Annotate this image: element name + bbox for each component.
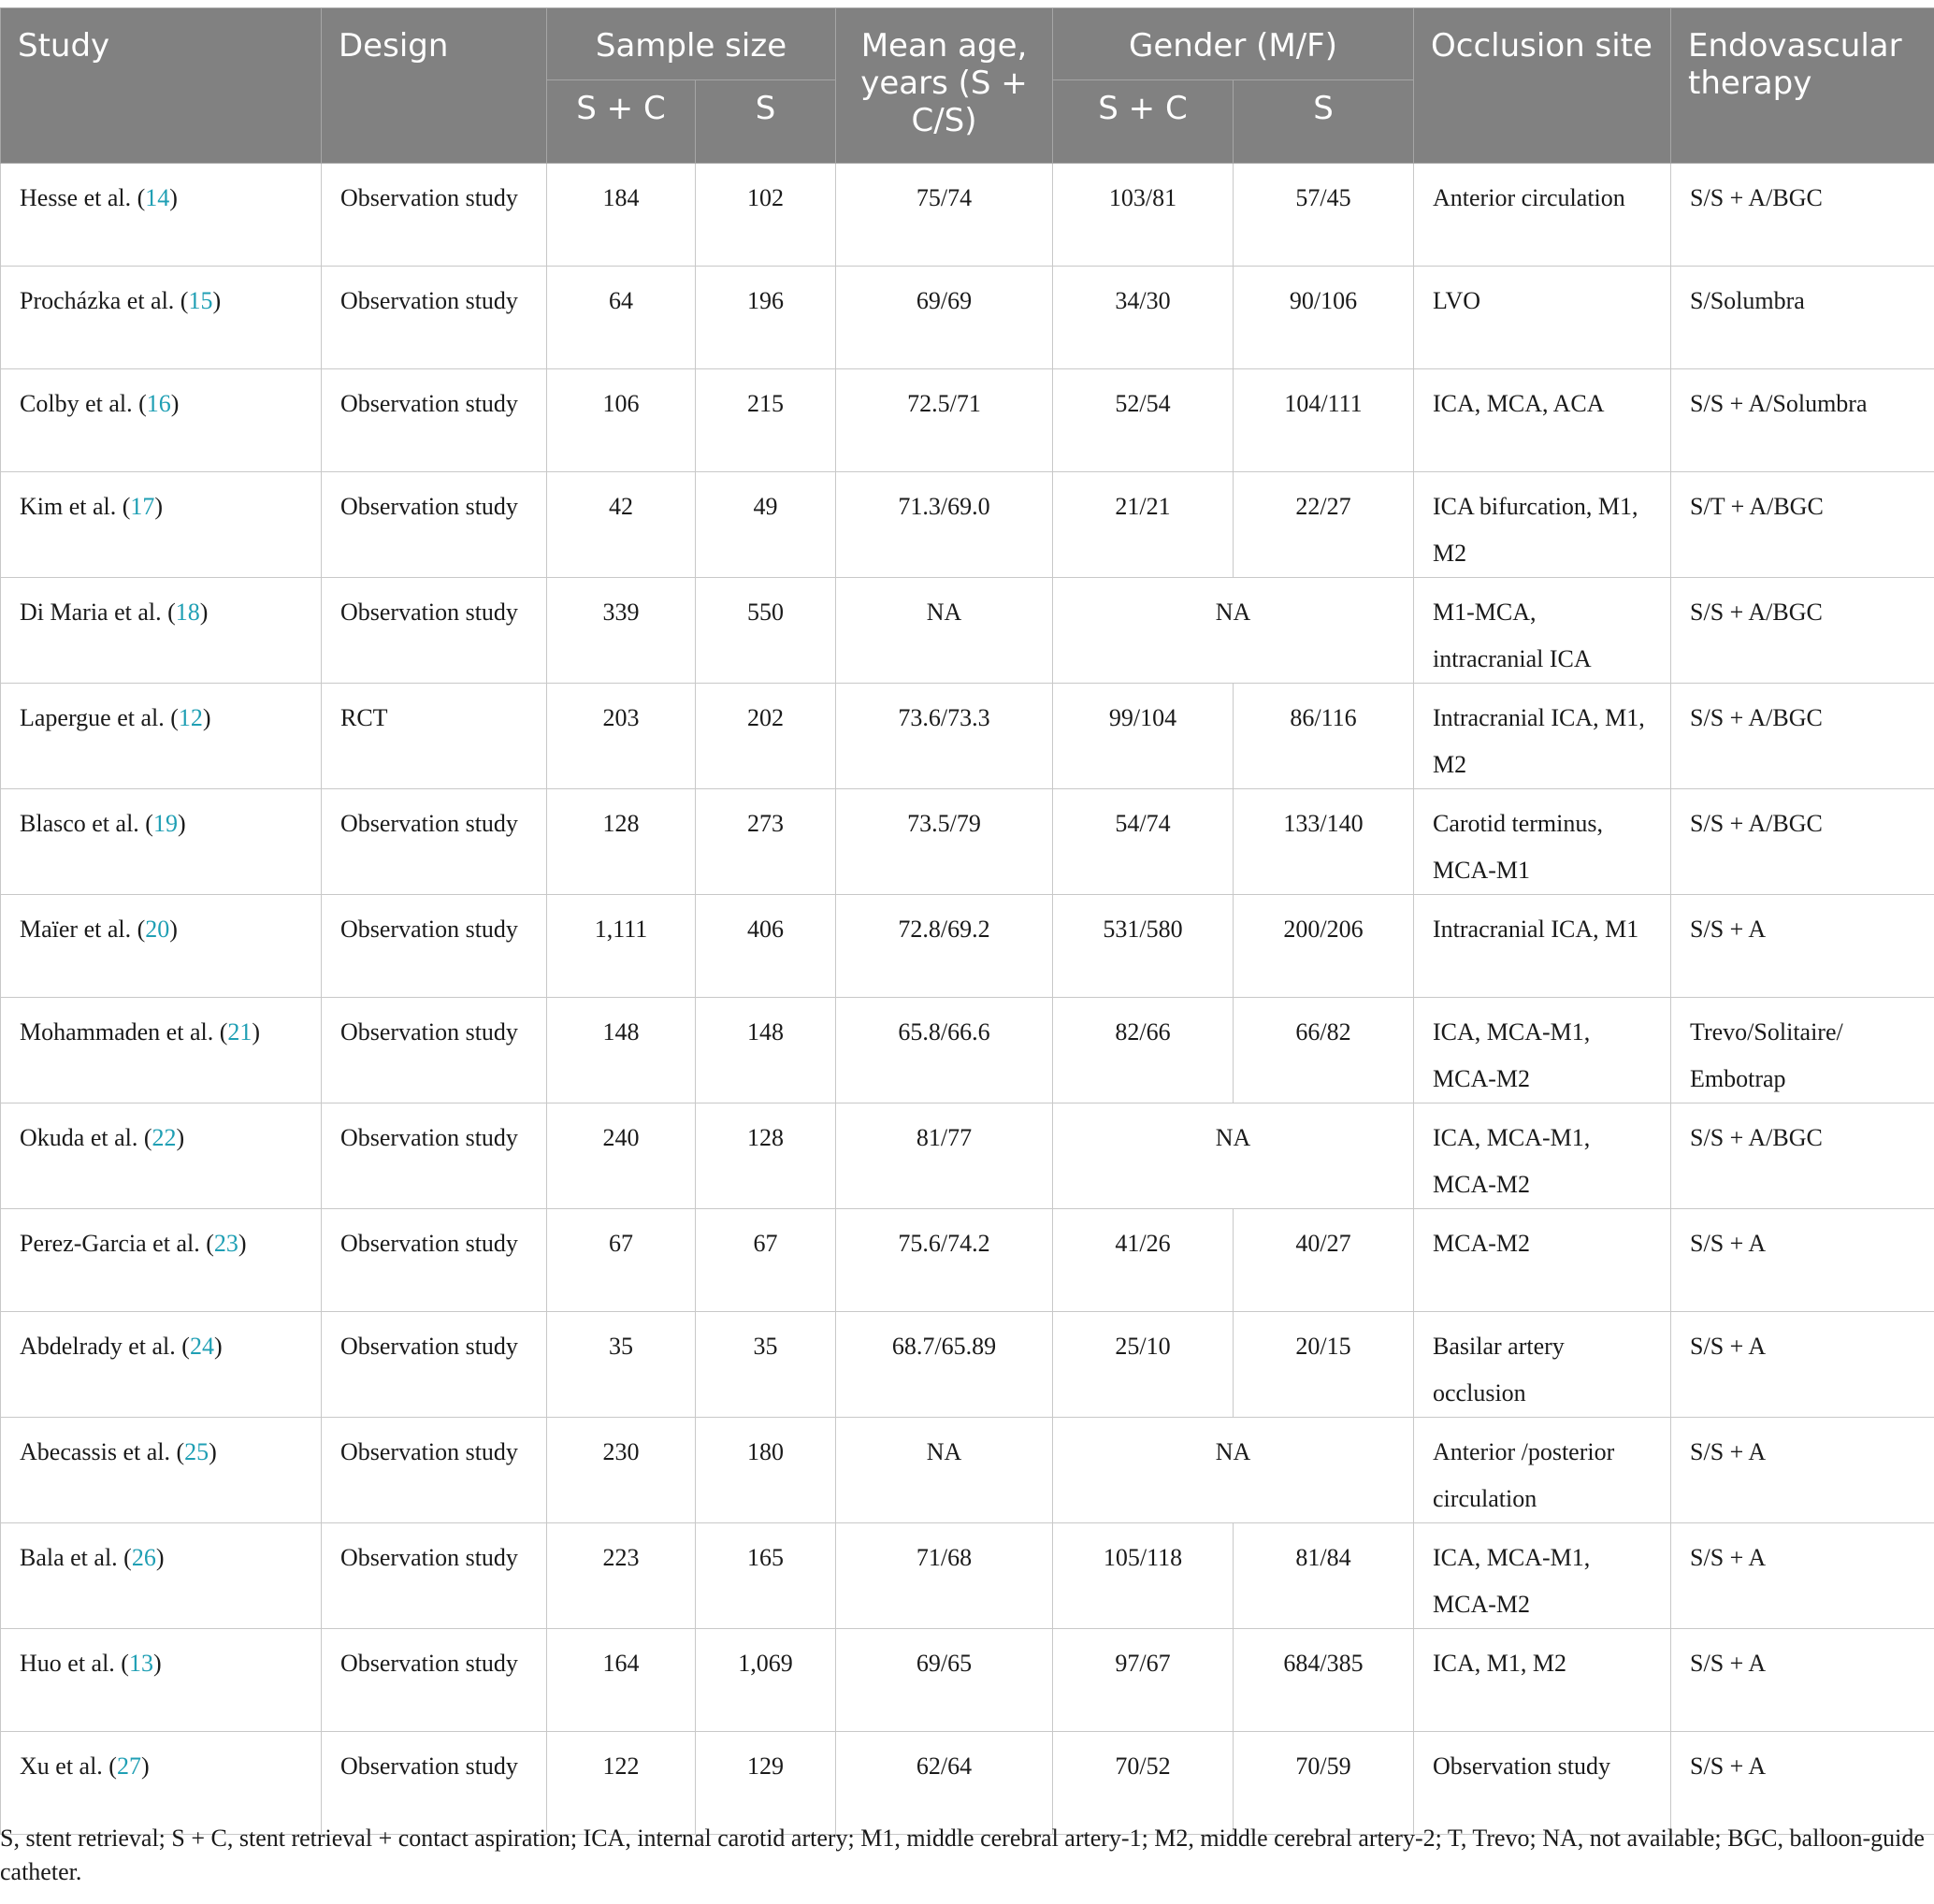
mean-age-cell: 69/69 — [836, 267, 1053, 369]
study-author-close: ) — [202, 704, 211, 731]
gender-s-cell: 104/111 — [1234, 369, 1414, 472]
header-endovascular-therapy: Endovascular therapy — [1671, 8, 1934, 164]
sample-sc-cell: 42 — [547, 472, 696, 578]
table-body — [1, 164, 1934, 1835]
sample-sc-cell: 1,111 — [547, 895, 696, 998]
therapy-cell: S/S + A/BGC — [1671, 578, 1934, 684]
sample-sc-cell: 164 — [547, 1629, 696, 1732]
study-author: Di Maria et al. ( — [20, 599, 176, 626]
study-cell — [1, 1312, 322, 1418]
design-cell: Observation study — [322, 164, 547, 267]
sample-s-cell: 406 — [696, 895, 836, 998]
occlusion-site-cell: Carotid terminus, MCA-M1 — [1414, 789, 1671, 895]
study-author-close: ) — [212, 287, 222, 314]
table-row — [1, 684, 1934, 789]
header-occlusion-site: Occlusion site — [1414, 8, 1671, 164]
study-author-close: ) — [169, 916, 178, 943]
gender-s-cell: 86/116 — [1234, 684, 1414, 789]
gender-cell: NA — [1053, 578, 1414, 684]
table-row — [1, 164, 1934, 267]
reference-link[interactable]: 18 — [175, 599, 200, 626]
sample-sc-cell: 230 — [547, 1418, 696, 1523]
reference-link[interactable]: 13 — [128, 1650, 153, 1677]
therapy-cell: S/S + A/BGC — [1671, 164, 1934, 267]
study-characteristics-table-container — [0, 7, 1934, 1835]
gender-s-cell: 81/84 — [1234, 1523, 1414, 1629]
sample-s-cell: 67 — [696, 1209, 836, 1312]
therapy-cell: S/S + A/BGC — [1671, 1103, 1934, 1209]
sample-sc-cell: 128 — [547, 789, 696, 895]
therapy-cell: S/S + A/Solumbra — [1671, 369, 1934, 472]
reference-link[interactable]: 23 — [213, 1230, 238, 1257]
design-cell: Observation study — [322, 267, 547, 369]
occlusion-site-cell: M1-MCA, intracranial ICA — [1414, 578, 1671, 684]
mean-age-cell: 75.6/74.2 — [836, 1209, 1053, 1312]
sample-s-cell: 196 — [696, 267, 836, 369]
mean-age-cell: 65.8/66.6 — [836, 998, 1053, 1103]
mean-age-cell: NA — [836, 1418, 1053, 1523]
mean-age-cell: 81/77 — [836, 1103, 1053, 1209]
study-author: Bala et al. ( — [20, 1544, 132, 1571]
design-cell: Observation study — [322, 895, 547, 998]
study-author-close: ) — [238, 1230, 247, 1257]
header-design: Design — [322, 8, 547, 164]
study-author: Perez-Garcia et al. ( — [20, 1230, 214, 1257]
reference-link[interactable]: 21 — [227, 1018, 253, 1046]
sample-s-cell: 165 — [696, 1523, 836, 1629]
design-cell: Observation study — [322, 1418, 547, 1523]
sample-sc-cell: 339 — [547, 578, 696, 684]
sample-s-cell: 215 — [696, 369, 836, 472]
reference-link[interactable]: 16 — [146, 390, 171, 417]
study-cell — [1, 164, 322, 267]
mean-age-cell: 69/65 — [836, 1629, 1053, 1732]
sample-s-cell: 273 — [696, 789, 836, 895]
table-row — [1, 1629, 1934, 1732]
sample-sc-cell: 184 — [547, 164, 696, 267]
mean-age-cell: 71/68 — [836, 1523, 1053, 1629]
therapy-cell: S/S + A — [1671, 895, 1934, 998]
study-author-close: ) — [199, 599, 209, 626]
gender-sc-cell: 105/118 — [1053, 1523, 1234, 1629]
sample-sc-cell: 240 — [547, 1103, 696, 1209]
mean-age-cell: 73.6/73.3 — [836, 684, 1053, 789]
table-footnote: S, stent retrieval; S + C, stent retrieval + contact aspiration; ICA, internal carotid artery; M1, middle cerebral artery-1; M2, middle cerebral artery-2; T, Trevo; NA, not available; BGC, balloon-guide catheter. — [0, 1825, 1925, 1885]
reference-link[interactable]: 27 — [116, 1753, 141, 1780]
therapy-cell: S/S + A — [1671, 1418, 1934, 1523]
table-row — [1, 1418, 1934, 1523]
table-header — [1, 8, 1934, 164]
sample-sc-cell: 223 — [547, 1523, 696, 1629]
mean-age-cell: 72.5/71 — [836, 369, 1053, 472]
sample-s-cell: 49 — [696, 472, 836, 578]
reference-link[interactable]: 20 — [145, 916, 170, 943]
study-author: Colby et al. ( — [20, 390, 147, 417]
study-author-close: ) — [176, 1124, 185, 1151]
sample-sc-cell: 122 — [547, 1732, 696, 1835]
sample-s-cell: 129 — [696, 1732, 836, 1835]
design-cell: Observation study — [322, 789, 547, 895]
header-mean-age: Mean age, years (S + C/S) — [836, 8, 1053, 164]
gender-sc-cell: 21/21 — [1053, 472, 1234, 578]
sample-sc-cell: 64 — [547, 267, 696, 369]
gender-sc-cell: 41/26 — [1053, 1209, 1234, 1312]
sample-s-cell: 148 — [696, 998, 836, 1103]
reference-link[interactable]: 14 — [145, 184, 170, 211]
mean-age-cell: 71.3/69.0 — [836, 472, 1053, 578]
study-author-close: ) — [155, 1544, 165, 1571]
sample-sc-cell: 148 — [547, 998, 696, 1103]
occlusion-site-cell: Observation study — [1414, 1732, 1671, 1835]
occlusion-site-cell: Intracranial ICA, M1 — [1414, 895, 1671, 998]
study-cell — [1, 789, 322, 895]
study-cell — [1, 1523, 322, 1629]
study-author: Abecassis et al. ( — [20, 1438, 185, 1465]
table-row — [1, 1103, 1934, 1209]
design-cell: RCT — [322, 684, 547, 789]
gender-s-cell: 70/59 — [1234, 1732, 1414, 1835]
study-cell — [1, 1629, 322, 1732]
design-cell: Observation study — [322, 578, 547, 684]
design-cell: Observation study — [322, 369, 547, 472]
study-cell — [1, 684, 322, 789]
gender-s-cell: 90/106 — [1234, 267, 1414, 369]
header-gender: Gender (M/F) — [1053, 8, 1414, 80]
table-row — [1, 1523, 1934, 1629]
mean-age-cell: 73.5/79 — [836, 789, 1053, 895]
occlusion-site-cell: ICA, M1, M2 — [1414, 1629, 1671, 1732]
gender-s-cell: 133/140 — [1234, 789, 1414, 895]
gender-s-cell: 40/27 — [1234, 1209, 1414, 1312]
header-gender-sc: S + C — [1053, 80, 1234, 164]
table-row — [1, 267, 1934, 369]
study-author: Kim et al. ( — [20, 493, 131, 520]
study-author: Lapergue et al. ( — [20, 704, 179, 731]
therapy-cell: S/T + A/BGC — [1671, 472, 1934, 578]
sample-s-cell: 180 — [696, 1418, 836, 1523]
study-author-close: ) — [213, 1333, 223, 1360]
study-characteristics-table — [0, 7, 1934, 1835]
design-cell: Observation study — [322, 1103, 547, 1209]
mean-age-cell: NA — [836, 578, 1053, 684]
gender-sc-cell: 103/81 — [1053, 164, 1234, 267]
therapy-cell: S/S + A/BGC — [1671, 684, 1934, 789]
gender-s-cell: 200/206 — [1234, 895, 1414, 998]
study-author: Mohammaden et al. ( — [20, 1018, 228, 1046]
design-cell: Observation study — [322, 1523, 547, 1629]
reference-link[interactable]: 26 — [131, 1544, 156, 1571]
table-row — [1, 998, 1934, 1103]
study-cell — [1, 998, 322, 1103]
therapy-cell: S/S + A/BGC — [1671, 789, 1934, 895]
occlusion-site-cell: Anterior circulation — [1414, 164, 1671, 267]
design-cell: Observation study — [322, 998, 547, 1103]
sample-s-cell: 128 — [696, 1103, 836, 1209]
mean-age-cell: 75/74 — [836, 164, 1053, 267]
design-cell: Observation study — [322, 1732, 547, 1835]
occlusion-site-cell: Intracranial ICA, M1, M2 — [1414, 684, 1671, 789]
gender-sc-cell: 54/74 — [1053, 789, 1234, 895]
table-row — [1, 369, 1934, 472]
gender-sc-cell: 99/104 — [1053, 684, 1234, 789]
gender-sc-cell: 25/10 — [1053, 1312, 1234, 1418]
sample-s-cell: 202 — [696, 684, 836, 789]
therapy-cell: S/S + A — [1671, 1629, 1934, 1732]
therapy-cell: S/S + A — [1671, 1209, 1934, 1312]
table-row — [1, 472, 1934, 578]
header-sample-sc: S + C — [547, 80, 696, 164]
sample-sc-cell: 67 — [547, 1209, 696, 1312]
table-row — [1, 578, 1934, 684]
gender-s-cell: 684/385 — [1234, 1629, 1414, 1732]
study-author-close: ) — [177, 810, 186, 837]
therapy-cell: S/S + A — [1671, 1523, 1934, 1629]
header-study: Study — [1, 8, 322, 164]
study-author-close: ) — [154, 493, 164, 520]
gender-sc-cell: 52/54 — [1053, 369, 1234, 472]
sample-s-cell: 550 — [696, 578, 836, 684]
gender-sc-cell: 97/67 — [1053, 1629, 1234, 1732]
reference-link[interactable]: 19 — [152, 810, 178, 837]
study-cell — [1, 1103, 322, 1209]
sample-s-cell: 35 — [696, 1312, 836, 1418]
sample-s-cell: 102 — [696, 164, 836, 267]
sample-sc-cell: 35 — [547, 1312, 696, 1418]
header-sample-size: Sample size — [547, 8, 836, 80]
study-cell — [1, 1418, 322, 1523]
study-author: Procházka et al. ( — [20, 287, 189, 314]
therapy-cell: Trevo/Solitaire/ Embotrap — [1671, 998, 1934, 1103]
header-sample-s: S — [696, 80, 836, 164]
occlusion-site-cell: Anterior /posterior circulation — [1414, 1418, 1671, 1523]
therapy-cell: S/S + A — [1671, 1312, 1934, 1418]
study-author-close: ) — [209, 1438, 217, 1465]
study-author: Xu et al. ( — [20, 1753, 117, 1780]
design-cell: Observation study — [322, 1312, 547, 1418]
mean-age-cell: 72.8/69.2 — [836, 895, 1053, 998]
study-author: Abdelrady et al. ( — [20, 1333, 190, 1360]
sample-s-cell: 1,069 — [696, 1629, 836, 1732]
study-author-close: ) — [140, 1753, 150, 1780]
reference-link[interactable]: 12 — [178, 704, 203, 731]
gender-sc-cell: 82/66 — [1053, 998, 1234, 1103]
occlusion-site-cell: MCA-M2 — [1414, 1209, 1671, 1312]
study-author: Blasco et al. ( — [20, 810, 153, 837]
study-cell — [1, 267, 322, 369]
design-cell: Observation study — [322, 472, 547, 578]
design-cell: Observation study — [322, 1629, 547, 1732]
study-cell — [1, 1732, 322, 1835]
table-row — [1, 1209, 1934, 1312]
sample-sc-cell: 203 — [547, 684, 696, 789]
study-author: Maïer et al. ( — [20, 916, 146, 943]
gender-sc-cell: 70/52 — [1053, 1732, 1234, 1835]
gender-sc-cell: 34/30 — [1053, 267, 1234, 369]
table-row — [1, 895, 1934, 998]
sample-sc-cell: 106 — [547, 369, 696, 472]
mean-age-cell: 62/64 — [836, 1732, 1053, 1835]
gender-sc-cell: 531/580 — [1053, 895, 1234, 998]
table-row — [1, 1312, 1934, 1418]
reference-link[interactable]: 25 — [184, 1438, 209, 1465]
reference-link[interactable]: 24 — [189, 1333, 214, 1360]
therapy-cell: S/Solumbra — [1671, 267, 1934, 369]
occlusion-site-cell: ICA, MCA, ACA — [1414, 369, 1671, 472]
mean-age-cell: 68.7/65.89 — [836, 1312, 1053, 1418]
gender-s-cell: 20/15 — [1234, 1312, 1414, 1418]
design-cell: Observation study — [322, 1209, 547, 1312]
study-cell — [1, 578, 322, 684]
study-author-close: ) — [170, 390, 180, 417]
study-author: Hesse et al. ( — [20, 184, 146, 211]
gender-cell: NA — [1053, 1418, 1414, 1523]
gender-s-cell: 66/82 — [1234, 998, 1414, 1103]
header-gender-s: S — [1234, 80, 1414, 164]
gender-cell: NA — [1053, 1103, 1414, 1209]
study-author-close: ) — [152, 1650, 162, 1677]
study-cell — [1, 369, 322, 472]
study-cell — [1, 1209, 322, 1312]
study-cell — [1, 895, 322, 998]
reference-link[interactable]: 22 — [152, 1124, 177, 1151]
occlusion-site-cell: ICA, MCA-M1, MCA-M2 — [1414, 1523, 1671, 1629]
occlusion-site-cell: ICA bifurcation, M1, M2 — [1414, 472, 1671, 578]
reference-link[interactable]: 17 — [130, 493, 155, 520]
occlusion-site-cell: Basilar artery occlusion — [1414, 1312, 1671, 1418]
occlusion-site-cell: ICA, MCA-M1, MCA-M2 — [1414, 998, 1671, 1103]
table-row — [1, 789, 1934, 895]
study-author: Okuda et al. ( — [20, 1124, 152, 1151]
study-cell — [1, 472, 322, 578]
study-author: Huo et al. ( — [20, 1650, 129, 1677]
therapy-cell: S/S + A — [1671, 1732, 1934, 1835]
study-author-close: ) — [252, 1018, 261, 1046]
reference-link[interactable]: 15 — [188, 287, 213, 314]
table-row — [1, 1732, 1934, 1835]
gender-s-cell: 22/27 — [1234, 472, 1414, 578]
occlusion-site-cell: ICA, MCA-M1, MCA-M2 — [1414, 1103, 1671, 1209]
gender-s-cell: 57/45 — [1234, 164, 1414, 267]
occlusion-site-cell: LVO — [1414, 267, 1671, 369]
study-author-close: ) — [169, 184, 178, 211]
